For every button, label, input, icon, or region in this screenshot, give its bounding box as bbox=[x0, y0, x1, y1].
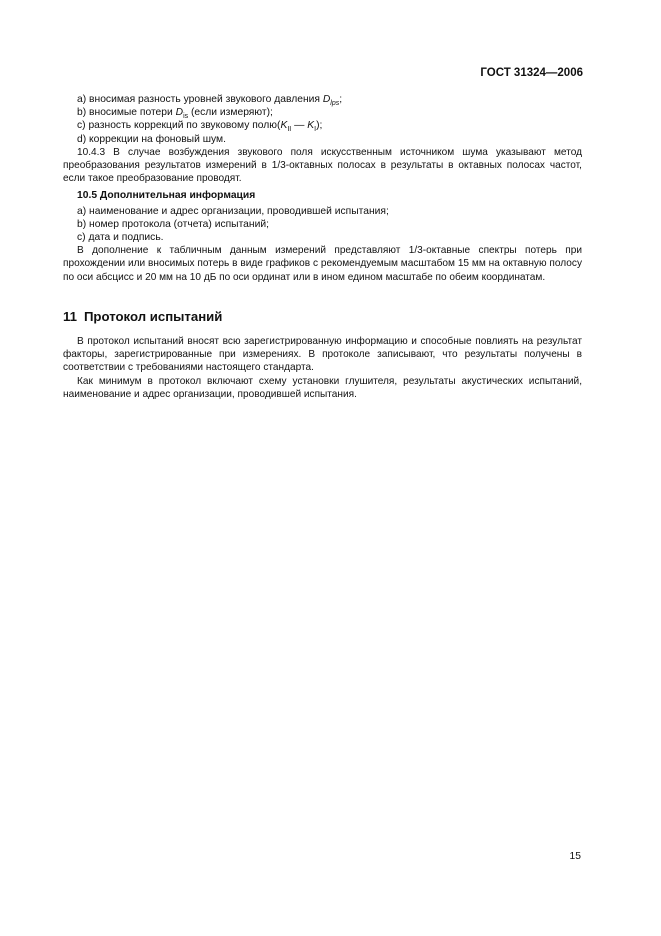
list-item bbox=[63, 218, 582, 231]
list-item bbox=[63, 119, 582, 132]
list-item bbox=[63, 205, 582, 218]
list-text: коррекции на фоновый шум. bbox=[89, 133, 226, 145]
list-marker: d) bbox=[77, 133, 87, 145]
section-number: 11 bbox=[63, 308, 77, 324]
list-marker: a) bbox=[77, 94, 87, 105]
document-code: ГОСТ 31324—2006 bbox=[480, 67, 583, 79]
dash-separator: — bbox=[291, 120, 308, 132]
page-content bbox=[63, 93, 582, 401]
list-text: дата и подпись. bbox=[88, 232, 164, 244]
list-text: вносимые потери bbox=[89, 107, 176, 119]
variable-subscript: I bbox=[314, 126, 317, 134]
variable-symbol: D bbox=[322, 94, 331, 105]
list-item bbox=[63, 231, 582, 244]
paragraph-addition: В дополнение к табличным данным измерений представляют 1/3-октавные спектры потерь при прохождении или вносимых потерь в виде графиков с рекомендуемым масштабом 15 мм на октавную полосу по оси абсцисс и 20 мм на 10 дБ по оси ординат или в ином едином масштабе по обеим координатам. bbox=[63, 245, 582, 283]
variable-symbol: D bbox=[175, 107, 184, 119]
paragraph-11-1: В протокол испытаний вносят всю зарегистрированную информацию и способные повлиять на результат факторы, зарегистрированные при измерениях. В протоколе записывают, что результаты получены в соответствии с требованиями настоящего стандарта. bbox=[63, 336, 582, 374]
variable-subscript: is bbox=[183, 113, 189, 121]
list-marker: a) bbox=[77, 205, 87, 217]
list-item bbox=[63, 106, 582, 119]
list-text-end: ); bbox=[316, 120, 323, 132]
list-marker: c) bbox=[77, 120, 86, 132]
list-item bbox=[63, 133, 582, 146]
variable-subscript: II bbox=[287, 126, 292, 134]
section-title: Протокол испытаний bbox=[83, 308, 223, 324]
section-heading bbox=[63, 310, 582, 323]
page-number: 15 bbox=[569, 851, 581, 862]
list-text: наименование и адрес организации, проводившей испытания; bbox=[89, 205, 389, 217]
variable-symbol: K bbox=[280, 120, 288, 132]
list-item bbox=[63, 93, 582, 106]
variable-subscript: lps bbox=[330, 100, 340, 107]
list-text: разность коррекций по звуковому полю( bbox=[88, 120, 281, 132]
subsection-title: Дополнительная информация bbox=[99, 190, 256, 202]
paragraph-11-2: Как минимум в протокол включают схему установки глушителя, результаты акустических испытаний, наименование и адрес организации, проводившей испытания. bbox=[63, 375, 582, 400]
list-marker: b) bbox=[77, 107, 87, 119]
list-text-end: (если измеряют); bbox=[188, 107, 273, 119]
paragraph-10-4-3: 10.4.3 В случае возбуждения звукового поля искусственным источником шума указывают метод преобразования результатов измерений в 1/3-октавных полосах в результаты в октавных полосах частот, если такое преобразование проводят. bbox=[63, 146, 582, 185]
subsection-number: 10.5 bbox=[77, 190, 98, 202]
list-text-end: ; bbox=[339, 94, 343, 105]
list-marker: b) bbox=[77, 218, 87, 230]
variable-symbol: K bbox=[307, 120, 315, 132]
list-text: вносимая разность уровней звукового давления bbox=[89, 94, 323, 105]
list-marker: c) bbox=[77, 232, 86, 244]
subsection-heading bbox=[63, 189, 582, 202]
list-text: номер протокола (отчета) испытаний; bbox=[89, 218, 269, 230]
